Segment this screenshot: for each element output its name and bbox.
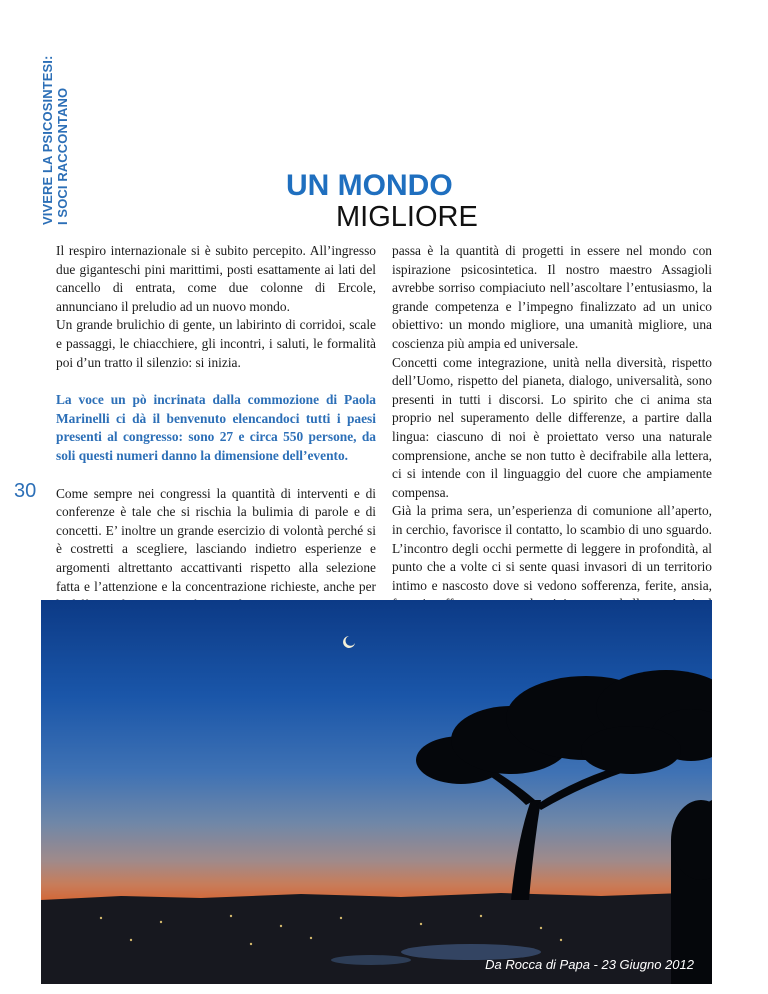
paragraph: passa è la quantità di progetti in essere nel mondo con ispirazione psicosintetica. Il nostro maestro Assagioli avrebbe sorriso compiaciuto nell’ascoltare l’entusiasmo, la grande competenza e l’impegno finalizzato ad un unico obiettivo: un mondo migliore, una umanità migliore, una coscienza più ampia ed universale. (392, 243, 712, 351)
photo-caption: Da Rocca di Papa - 23 Giugno 2012 (485, 957, 694, 972)
paragraph: Il respiro internazionale si è subito percepito. All’ingresso due giganteschi pini marittimi, posti esattamente ai lati del cancello di entrata, come due colonne di Ercole, annunciano il preludio ad un nuovo mondo. (56, 243, 376, 314)
section-tag (40, 45, 86, 225)
highlighted-quote: La voce un pò incrinata dalla commozione di Paola Marinelli ci dà il benvenuto elencandoci tutti i paesi presenti al congresso: sono 27 e circa 550 persone, da soli questi numeri danno la dimensione dell’evento. (56, 392, 376, 463)
paragraph: Già la prima sera, un’esperienza di comunione all’aperto, in cerchio, favorisce il contatto, lo scambio di uno sguardo. L’incontro degli occhi permette di leggere in profondità, al punto che a volte ci si sente quasi invasori di un territorio intimo e nascosto dove si vedono sofferenza, ferite, ansia, (392, 503, 712, 593)
section-tag-line1: VIVERE LA PSICOSINTESI: (40, 55, 55, 225)
title-line1: UN MONDO (286, 169, 453, 202)
right-column (392, 242, 712, 632)
page-number: 30 (14, 480, 37, 502)
left-column (56, 242, 376, 633)
paragraph: Concetti come integrazione, unità nella diversità, rispetto dell’Uomo, rispetto del pianeta, dialogo, universalità, sono presenti in tutti i discorsi. Lo spirito che ci anima sta proprio nel superamento delle differenze, a partire dalla lingua: ciascuno di noi è proiettato verso una naturale comprensione, anche se non tutto è decifrabile alla lettera, ci si intende con il linguaggio del cuore che ampiamente compensa. (392, 354, 712, 500)
title-line2: MIGLIORE (336, 201, 478, 233)
article-title (286, 170, 526, 232)
moon-icon (343, 636, 355, 648)
paragraph: Come sempre nei congressi la quantità di interventi e di conferenze è tale che si rischia la bulimia di parole e di concetti. E’ inoltre un grande esercizio di volontà perché si è costretti a scegliere, lasciando indietro esperienze e argomenti altrettanto accattivanti rispetto alla selezione fatta e l’attenzione e la concentrazione richieste, anche per (56, 485, 376, 594)
section-tag-line2: I SOCI RACCONTANO (55, 87, 70, 225)
sunset-photo (41, 600, 712, 984)
sunset-scene-illustration (41, 600, 712, 984)
paragraph: Un grande brulichio di gente, un labirinto di corridoi, scale e passaggi, le chiacchiere, gli incontri, i saluti, le formalità poi d’un tratto il silenzio: si inizia. (56, 317, 376, 370)
